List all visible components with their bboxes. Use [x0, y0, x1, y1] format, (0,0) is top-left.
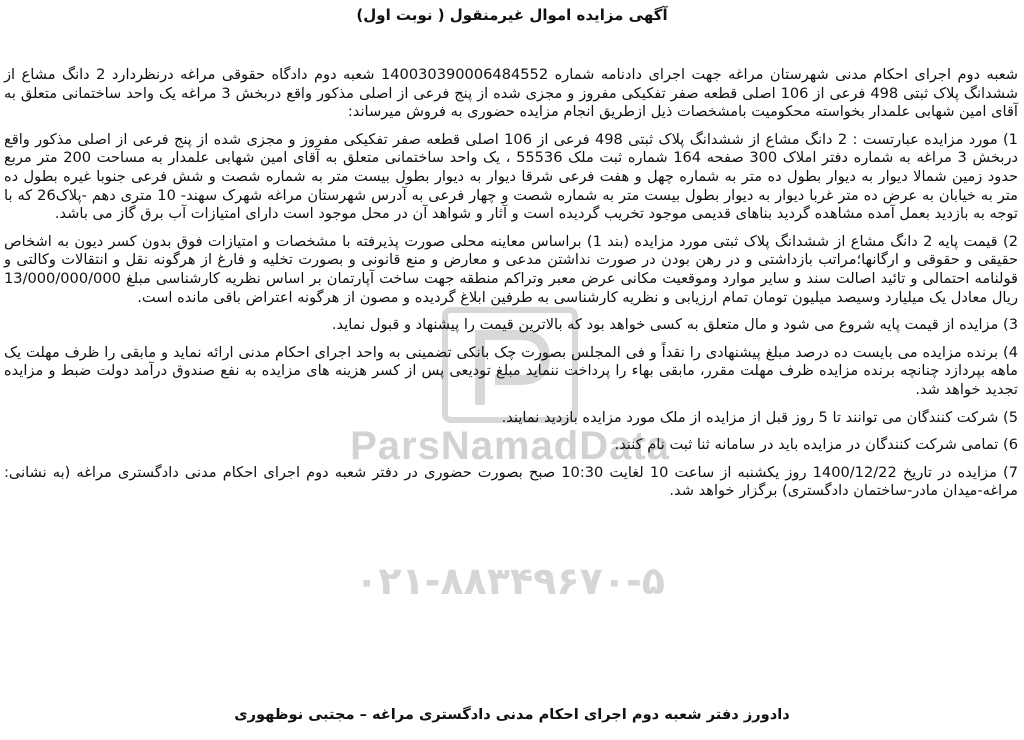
clause-2: 2) قیمت پایه 2 دانگ مشاع از ششدانگ پلاک ثبتی مورد مزایده (بند 1) براساس معاینه محلی صورت پذیرفته با مشخصات و امتیازات فوق بدون کسر دیون به اشخاص حقیقی و حقوقی و ارگانها؛مراتب بازداشتی و در رهن بودن در صورت نداشتن مدعی و معارض و منع قانونی و بصورت تخلیه و فارغ از هرگونه نقل و انتقالات وکالتی و قولنامه احتمالی و تائید اصالت سند و سایر موارد وموقعیت مکانی عرض معبر وتراکم منطقه جهت ساخت آپارتمان بر اساس نظریه کارشناسی مبلغ 13/000/000/000 ریال معادل یک میلیارد وسیصد میلیون تومان تمام ارزیابی و نظریه کارشناسی به طرفین ابلاغ گردیده و مصون از هرگونه اعتراض باقی مانده است.	[4, 232, 1018, 306]
page-title: آگهی مزایده اموال غیرمنقول ( نوبت اول)	[356, 6, 668, 24]
clause-6: 6) تمامی شرکت کنندگان در مزایده باید در سامانه ثنا ثبت نام کنند.	[614, 436, 1018, 454]
notice-body	[4, 66, 1018, 510]
clause-1: 1) مورد مزایده عبارتست : 2 دانگ مشاع از ششدانگ پلاک ثبتی 498 فرعی از 106 اصلی قطعه صفر تفکیکی مفروز و مجزی شده از پنج فرعی از اصلی مذکور واقع دربخش 3 مراغه به شماره دفتر املاک 300 صفحه 164 شماره ثبت ملک 55536 ، یک واحد ساختمانی متعلق به آقای امین شهابی علمدار به مساحت 200 متر مربع حدود زمین شمالا دیوار به دیوار بطول ده متر به شماره چهل و هفت فرعی شرقا دیوار به دیوار بطول بیست متر به شماره شصت و شش فرعی جنوبا غیره بطول ده متر به خیابان به عرض ده متر غربا دیوار به دیوار بطول بیست متر به شماره شصت و چهار فرعی به آدرس شهرستان مراغه شهرک سهند- 10 متری دهم -پلاک26 که با توجه به بازدید بعمل آمده مشاهده گردید بناهای قدیمی موجود تخریب گردیده است و آثار و شواهد آن در محل موجود است دارای امتیازات آب برق گاز می باشد.	[4, 130, 1019, 223]
watermark-phone: ۰۲۱-۸۸۳۴۹۶۷۰-۵	[355, 559, 665, 603]
clause-5: 5) شرکت کنندگان می توانند تا 5 روز قبل از مزایده از ملک مورد مزایده بازدید نمایند.	[501, 408, 1018, 426]
watermark-brand: ParsNamadData	[350, 424, 670, 468]
clause-7: 7) مزایده در تاریخ 1400/12/22 روز یکشنبه از ساعت 10 لغایت 10:30 صبح بصورت حضوری در دفتر شعبه دوم اجرای احکام مدنی دادگستری مراغه (به نشانی: مراغه-میدان مادر-ساختمان دادگستری) برگزار خواهد شد.	[4, 463, 1018, 500]
clause-3: 3) مزایده از قیمت پایه شروع می شود و مال متعلق به کسی خواهد بود که بالاترین قیمت را پیشنهاد و قبول نماید.	[331, 316, 1018, 334]
intro-paragraph: شعبه دوم اجرای احکام مدنی شهرستان مراغه جهت اجرای دادنامه شماره 140030390006484552 شعبه دوم دادگاه حقوقی مراغه درنظردارد 2 دانگ مشاع از ششدانگ پلاک ثبتی 498 فرعی از 106 اصلی قطعه صفر تفکیکی مفروز و مجزی شده از پنج فرعی از اصلی مذکور واقع دربخش 3 مراغه یک واحد ساختمانی متعلق به آقای امین شهابی علمدار بخواسته محکومیت بامشخصات ذیل ازطریق انجام مزایده حضوری به فروش میرساند:	[4, 66, 1019, 121]
clause-4: 4) برنده مزایده می بایست ده درصد مبلغ پیشنهادی را نقداً و فی المجلس بصورت چک بانکی تضمینی به واحد اجرای احکام مدنی ارائه نماید و مابقی را ظرف مهلت یک ماهه بپردازد چنانچه برنده مزایده ظرف مهلت مقرر، مابقی بهاء را پرداخت ننماید مبلغ تودیعی پس از کسر هزینه های مزایده به نفع صندوق درآمد دولت ضبط و مزایده تجدید خواهد شد.	[4, 343, 1018, 398]
signature-footer: دادورز دفتر شعبه دوم اجرای احکام مدنی دادگستری مراغه – مجتبی نوظهوری	[234, 706, 790, 723]
